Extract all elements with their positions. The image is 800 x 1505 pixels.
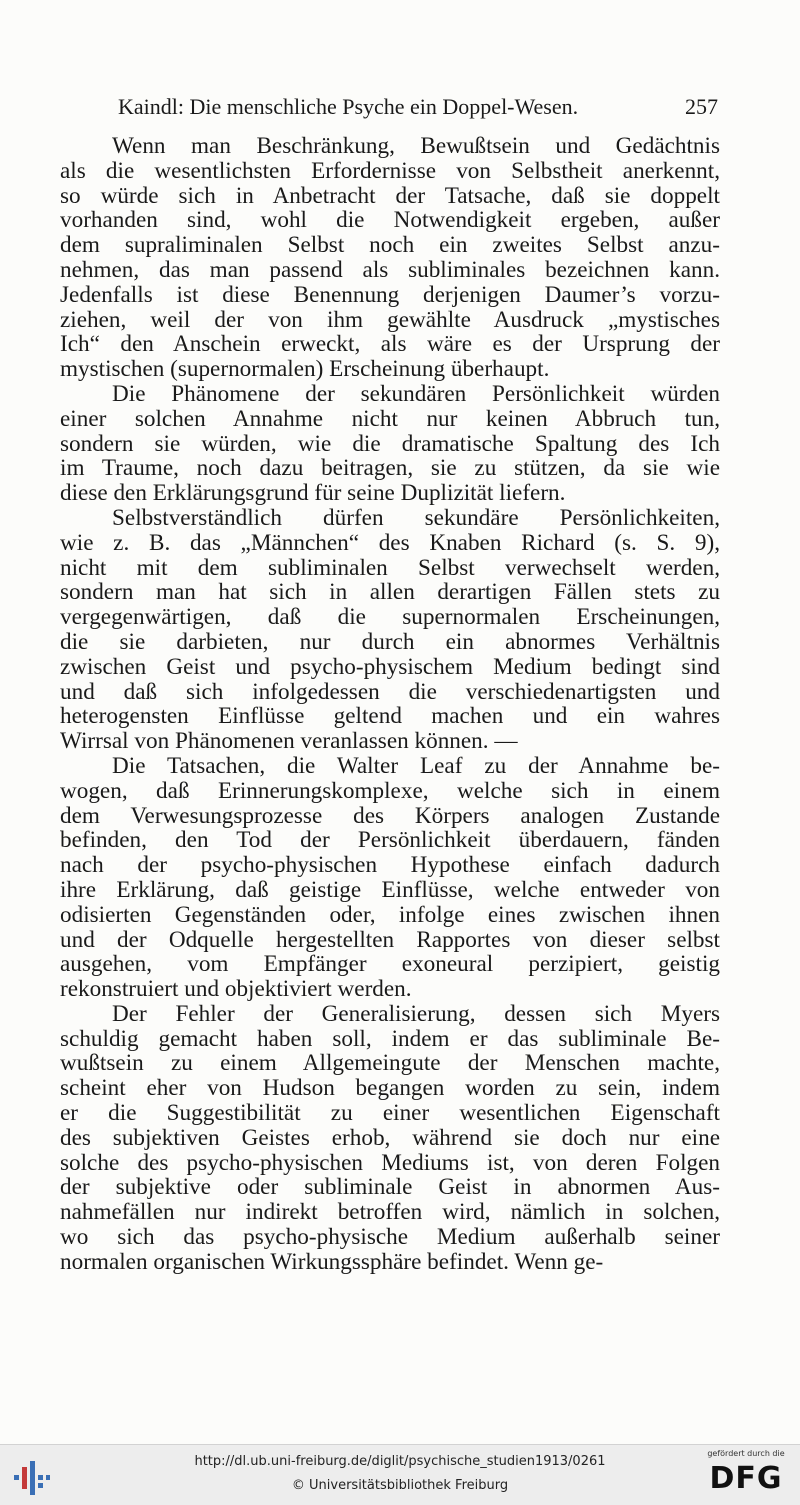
text-line: im Traume, noch dazu beitragen, sie zu stützen, da sie wie [60,455,720,482]
text-line: wo sich das psycho-physische Medium außerhalb seiner [60,1224,720,1251]
text-line: Ich“ den Anschein erweckt, als wäre es der Ursprung der [60,331,720,358]
text-line: Die Phänomene der sekundären Persönlichkeit würden [112,380,720,407]
text-line: nicht mit dem subliminalen Selbst verwechselt werden, [60,554,720,581]
text-line: einer solchen Annahme nicht nur keinen Abbruch tun, [60,405,720,432]
text-line: dem Verwesungsprozesse des Körpers analogen Zustande [60,802,720,829]
text-line: normalen organischen Wirkungssphäre befindet. Wenn ge- [60,1248,604,1275]
text-line: und der Odquelle hergestellten Rapportes von dieser selbst [60,926,720,953]
text-line: die sie darbieten, nur durch ein abnormes Verhältnis [60,628,720,655]
running-title: Kaindl: Die menschliche Psyche ein Doppel-Wesen. [118,94,579,119]
paragraph [60,382,720,506]
paragraph [60,1002,720,1275]
paragraph [60,134,720,382]
running-header [118,92,718,122]
text-line: Selbstverständlich dürfen sekundäre Persönlichkeiten, [112,504,720,531]
text-line: solche des psycho-physischen Mediums ist, von deren Folgen [60,1149,720,1176]
text-line: odisierten Gegenständen oder, infolge eines zwischen ihnen [60,901,720,928]
text-line: zwischen Geist und psycho-physischem Medium bedingt sind [60,653,720,680]
text-line: er die Suggestibilität zu einer wesentlichen Eigenschaft [60,1100,720,1127]
paragraph [60,754,720,1002]
text-line: dem supraliminalen Selbst noch ein zweites Selbst anzu- [60,232,720,259]
text-line: vergegenwärtigen, daß die supernormalen Erscheinungen, [60,604,720,631]
text-line: und daß sich infolgedessen die verschiedenartigsten und [60,678,720,705]
dfg-logo-icon: DFG [709,1461,783,1496]
dfg-caption: gefördert durch die [707,1449,785,1458]
text-line: nach der psycho-physischen Hypothese einfach dadurch [60,852,720,879]
text-line: Wenn man Beschränkung, Bewußtsein und Gedächtnis [112,133,720,159]
text-line: als die wesentlichsten Erfordernisse von Selbstheit anerkennt, [60,157,720,184]
text-line: nehmen, das man passend als subliminales bezeichnen kann. [60,256,720,283]
text-line: ihre Erklärung, daß geistige Einflüsse, welche entweder von [60,876,720,903]
text-line: ziehen, weil der von ihm gewählte Ausdruck „mystisches [60,306,720,333]
text-line: wußtsein zu einem Allgemeingute der Menschen machte, [60,1050,720,1077]
text-line: diese den Erklärungsgrund für seine Duplizität liefern. [60,480,566,507]
text-line: der subjektive oder subliminale Geist in abnormen Aus- [60,1174,720,1201]
text-line: so würde sich in Anbetracht der Tatsache, daß sie doppelt [60,182,720,209]
viewer-footer [0,1444,800,1505]
text-line: wie z. B. das „Männchen“ des Knaben Richard (s. S. 9), [60,529,720,556]
text-line: schuldig gemacht haben soll, indem er das subliminale Be- [60,1025,720,1052]
text-line: mystischen (supernormalen) Erscheinung überhaupt. [60,356,550,383]
text-line: Jedenfalls ist diese Benennung derjenigen Daumer’s vorzu- [60,281,720,308]
text-line: des subjektiven Geistes erhob, während sie doch nur eine [60,1124,720,1151]
text-line: heterogensten Einflüsse geltend machen und ein wahres [60,703,720,730]
text-line: rekonstruiert und objektiviert werden. [60,976,412,1003]
text-line: Die Tatsachen, die Walter Leaf zu der Annahme be- [112,752,720,779]
text-line: Der Fehler der Generalisierung, dessen sich Myers [112,1000,720,1027]
body-text [60,134,720,1275]
text-line: befinden, den Tod der Persönlichkeit überdauern, fänden [60,827,720,854]
footer-copyright: © Universitätsbibliothek Freiburg [291,1478,509,1493]
text-line: scheint eher von Hudson begangen worden zu sein, indem [60,1075,720,1102]
footer-url-link[interactable]: http://dl.ub.uni-freiburg.de/diglit/psychische_studien1913/0261 [194,1454,606,1469]
text-line: nahmefällen nur indirekt betroffen wird, nämlich in solchen, [60,1199,720,1226]
text-line: wogen, daß Erinnerungskomplexe, welche sich in einem [60,777,720,804]
text-line: sondern sie würden, wie die dramatische Spaltung des Ich [60,430,720,457]
text-line: Wirrsal von Phänomenen veranlassen können. — [60,728,518,755]
text-line: sondern man hat sich in allen derartigen Fällen stets zu [60,579,720,606]
text-line: ausgehen, vom Empfänger exoneural perzipiert, geistig [60,951,720,978]
text-line: vorhanden sind, wohl die Notwendigkeit ergeben, außer [60,207,720,234]
paragraph [60,506,720,754]
page-number: 257 [685,94,718,119]
